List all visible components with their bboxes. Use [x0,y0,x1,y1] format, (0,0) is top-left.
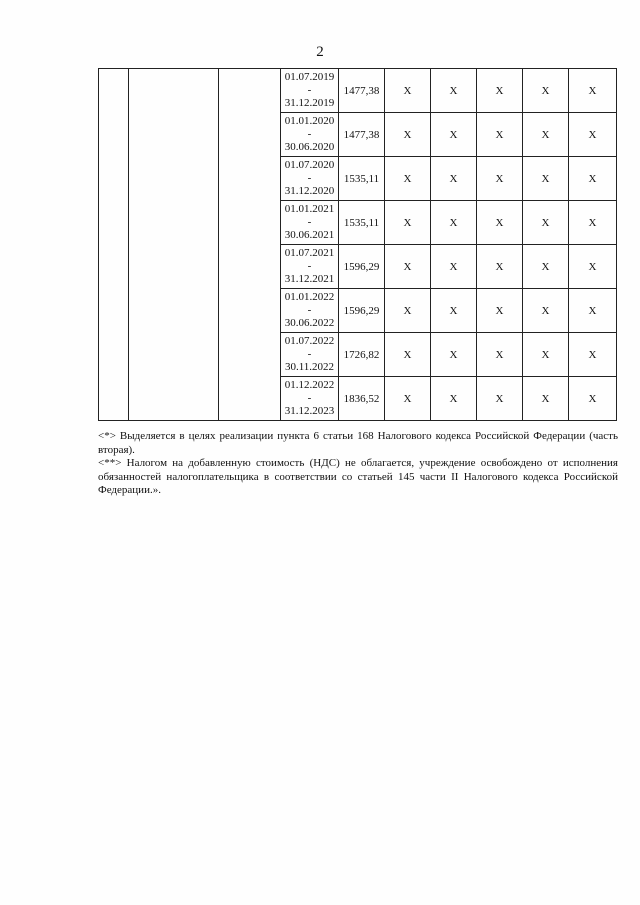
mark-cell: X [431,157,477,201]
period-dash: - [307,172,312,184]
period-dash: - [307,260,312,272]
mark-cell: X [523,289,569,333]
price-cell: 1596,29 [339,289,385,333]
period-dash: - [307,216,312,228]
mark-cell: X [385,69,431,113]
mark-cell: X [385,333,431,377]
mark-cell: X [431,289,477,333]
period-end: 30.06.2021 [284,229,335,241]
period-end: 31.12.2019 [284,97,335,109]
price-cell: 1836,52 [339,377,385,421]
period-start: 01.12.2022 [284,379,335,391]
merged-empty-cell-1 [99,69,129,421]
price-cell: 1535,11 [339,201,385,245]
mark-cell: X [431,201,477,245]
period-end: 30.11.2022 [284,361,335,373]
mark-cell: X [477,113,523,157]
mark-cell: X [569,113,617,157]
period-end: 30.06.2022 [284,317,335,329]
period-dash: - [307,128,312,140]
period-dash: - [307,304,312,316]
period-cell [281,69,339,113]
table-row [99,69,617,113]
period-cell [281,333,339,377]
mark-cell: X [385,377,431,421]
mark-cell: X [569,69,617,113]
mark-cell: X [523,157,569,201]
price-cell: 1596,29 [339,245,385,289]
mark-cell: X [431,69,477,113]
mark-cell: X [523,69,569,113]
price-cell: 1477,38 [339,69,385,113]
period-end: 31.12.2020 [284,185,335,197]
tariff-table-body [99,69,617,421]
period-end: 30.06.2020 [284,141,335,153]
mark-cell: X [477,201,523,245]
period-cell [281,377,339,421]
price-cell: 1477,38 [339,113,385,157]
merged-empty-cell-2 [129,69,219,421]
tariff-table [98,68,617,421]
mark-cell: X [569,245,617,289]
period-cell [281,157,339,201]
mark-cell: X [431,245,477,289]
mark-cell: X [477,377,523,421]
period-cell [281,245,339,289]
mark-cell: X [523,245,569,289]
period-cell [281,201,339,245]
period-start: 01.07.2022 [284,335,335,347]
mark-cell: X [569,333,617,377]
footnote-vat-exemption: <**> Налогом на добавленную стоимость (НДС) не облагается, учреждение освобождено от исполнения обязанностей налогоплательщика в соответствии со статьей 145 части II Налогового кодекса Российской Федерации.». [98,457,618,496]
mark-cell: X [431,113,477,157]
period-dash: - [307,392,312,404]
period-start: 01.01.2021 [284,203,335,215]
mark-cell: X [477,245,523,289]
mark-cell: X [523,333,569,377]
merged-empty-cell-3 [219,69,281,421]
mark-cell: X [477,289,523,333]
mark-cell: X [431,377,477,421]
mark-cell: X [385,289,431,333]
mark-cell: X [385,201,431,245]
mark-cell: X [523,113,569,157]
mark-cell: X [523,201,569,245]
period-start: 01.07.2021 [284,247,335,259]
footnotes [98,430,618,498]
mark-cell: X [569,377,617,421]
mark-cell: X [569,157,617,201]
mark-cell: X [385,157,431,201]
period-dash: - [307,84,312,96]
mark-cell: X [477,333,523,377]
mark-cell: X [523,377,569,421]
footnote-vat-allocation: <*> Выделяется в целях реализации пункта 6 статьи 168 Налогового кодекса Российской Федерации (часть вторая). [98,430,618,456]
page-number: 2 [316,44,324,60]
mark-cell: X [385,245,431,289]
mark-cell: X [385,113,431,157]
period-start: 01.07.2019 [284,71,335,83]
period-start: 01.01.2020 [284,115,335,127]
mark-cell: X [569,201,617,245]
period-end: 31.12.2023 [284,405,335,417]
period-end: 31.12.2021 [284,273,335,285]
period-cell [281,289,339,333]
mark-cell: X [569,289,617,333]
period-start: 01.01.2022 [284,291,335,303]
mark-cell: X [477,69,523,113]
mark-cell: X [477,157,523,201]
period-start: 01.07.2020 [284,159,335,171]
price-cell: 1726,82 [339,333,385,377]
mark-cell: X [431,333,477,377]
period-dash: - [307,348,312,360]
price-cell: 1535,11 [339,157,385,201]
period-cell [281,113,339,157]
